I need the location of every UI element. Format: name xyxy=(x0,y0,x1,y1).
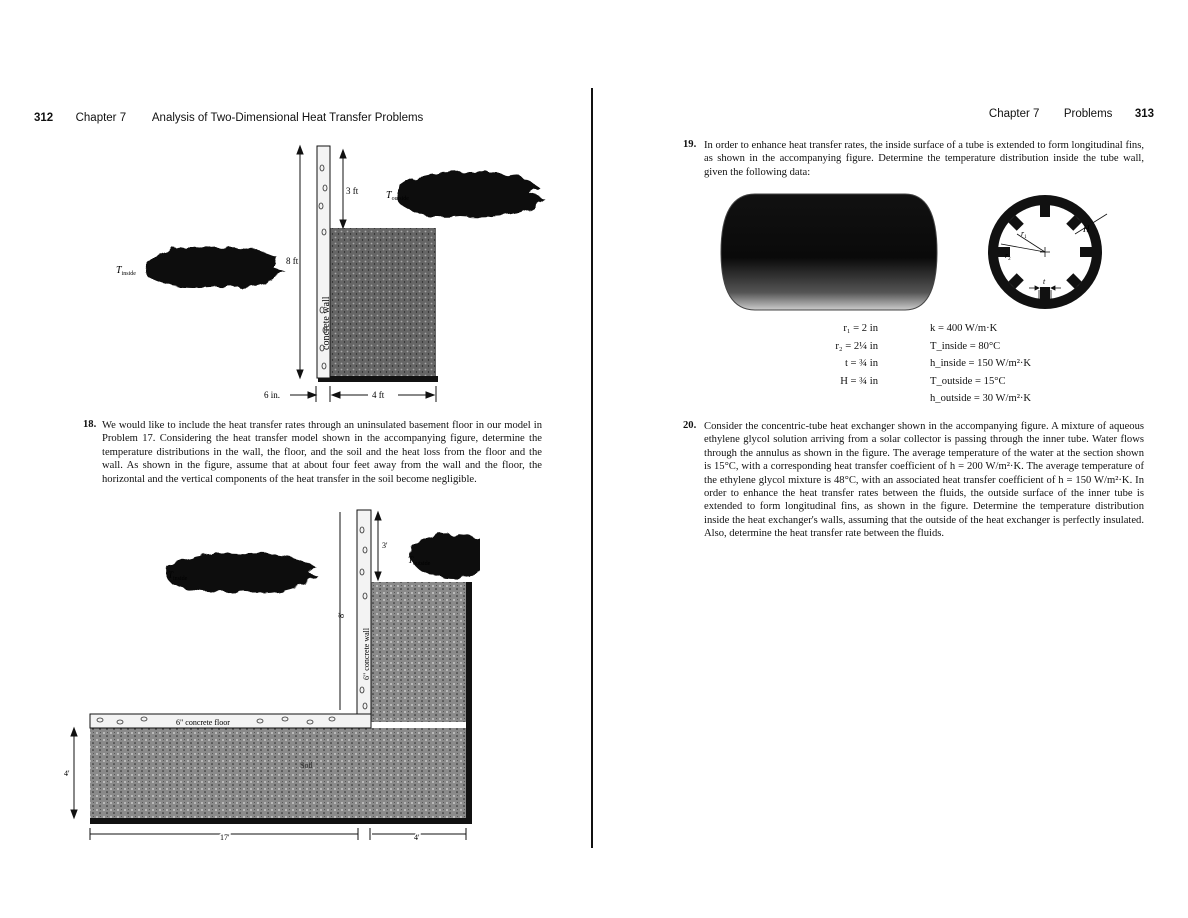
dim-3-label: 3' xyxy=(382,541,388,550)
soil-label: Soil xyxy=(300,761,313,770)
H-label: H xyxy=(1083,224,1090,234)
concrete-wall xyxy=(357,510,371,728)
left-chapter-label: Chapter 7 xyxy=(75,112,127,124)
data-t-inside: T_inside = 80°C xyxy=(930,340,1001,352)
problem-18-text: We would like to include the heat transfer rates through an uninsulated basement floor in our model in Problem 17. Considering the heat transfer model shown in the accompanying figure, determine the temperature distributions in the wall, the floor, and the soil and the heat loss from the floor and the wall. As shown in the figure, assume that at about four feet away from the wall and the floor, the horizontal and the vertical components of the heat transfer in the soil become negligible. xyxy=(102,420,542,485)
data-t-outside: T_outside = 15°C xyxy=(930,375,1006,387)
dim-4-bottom-label: 4' xyxy=(414,833,420,842)
t-outside-symbol: T xyxy=(408,555,414,565)
wall-label: concrete wall xyxy=(321,296,332,350)
right-running-title: Problems xyxy=(1063,108,1113,120)
concrete-floor xyxy=(90,714,371,728)
dim-4ft-label: 4 ft xyxy=(372,390,385,400)
tube-side-view xyxy=(721,194,937,310)
data-h-outside: h_outside = 30 W/m²·K xyxy=(930,393,1032,404)
svg-text:Tinside xyxy=(116,265,136,277)
problem-19-data-table xyxy=(790,320,1080,415)
left-page-number: 312 xyxy=(34,112,54,124)
soil-bottom-region xyxy=(90,728,466,820)
dim-8ft-label: 8 ft xyxy=(286,256,299,266)
data-k: k = 400 W/m·K xyxy=(930,323,998,334)
page-gutter-line xyxy=(591,88,593,848)
t-inside-subscript: inside xyxy=(121,271,136,277)
dim-4-left-label: 4' xyxy=(64,769,70,778)
r2-subscript: 2 xyxy=(1008,257,1011,262)
left-running-header xyxy=(34,112,423,124)
data-H: H = ¾ in xyxy=(840,375,878,387)
r1-symbol: r xyxy=(1021,229,1025,238)
inside-air-cloud xyxy=(166,553,318,593)
outside-air-cloud xyxy=(396,172,544,217)
problem-20-text: Consider the concentric-tube heat exchanger shown in the accompanying figure. A mixture of aqueous ethylene glycol solution arriving from a solar collector is passing through the inner tube. Water flows through the annulus as shown in the figure. The average temperature of the water at the section shown is 15°C, with a corresponding heat transfer coefficient of h = 200 W/m²·K. The average temperature of the ethylene glycol mixture is 48°C, with an associated heat transfer coefficient of h = 150 W/m²·K. In order to enhance the heat transfer rates between the fluids, the outside surface of the inner tube is extended to form longitudinal fins, as shown in the figure. Determine the temperature distribution inside the heat exchanger's walls, assuming that the outside of the heat exchanger is perfectly insulated. Also, determine the heat transfer rate between the fluids. xyxy=(704,421,1144,540)
r2-symbol: r xyxy=(1005,251,1009,260)
right-running-header xyxy=(989,108,1154,120)
floor-label: 6" concrete floor xyxy=(176,718,230,727)
problem-19-text: In order to enhance heat transfer rates, the inside surface of a tube is extended to form longitudinal fins, as shown in the accompanying figure. Determine the temperature distribution inside the tube wall, given the following data: xyxy=(704,140,1144,178)
problem-18-number: 18. xyxy=(83,419,97,430)
inside-air-cloud xyxy=(144,247,286,287)
left-running-title: Analysis of Two-Dimensional Heat Transfer Problems xyxy=(151,112,424,124)
dim-17-label: 17' xyxy=(220,833,230,842)
data-h-inside: h_inside = 150 W/m²·K xyxy=(930,358,1032,369)
t-outside-symbol: T xyxy=(386,190,392,201)
data-r2: r₂ = 2¼ in xyxy=(835,340,878,352)
right-page-number: 313 xyxy=(1134,108,1154,120)
t-outside-subscript: outside xyxy=(413,561,431,567)
dim-6in-label: 6 in. xyxy=(264,390,281,400)
figure-basement-floor xyxy=(60,500,480,845)
t-inside-subscript: inside xyxy=(173,576,188,582)
figure-basement-wall xyxy=(100,140,560,410)
right-chapter-label: Chapter 7 xyxy=(988,108,1040,120)
wall-label: 6" concrete wall xyxy=(362,627,371,680)
t-inside-symbol: T xyxy=(168,570,174,580)
tube-cross-section xyxy=(988,195,1107,309)
figure-finned-tube xyxy=(715,192,1115,322)
t-label: t xyxy=(1043,277,1046,286)
dim-8-label: 8' xyxy=(337,612,346,618)
problem-20-number: 20. xyxy=(683,420,697,431)
t-outside-subscript: outside xyxy=(391,196,409,202)
outside-air-cloud xyxy=(410,534,480,577)
dim-3ft-label: 3 ft xyxy=(346,186,359,196)
r1-subscript: 1 xyxy=(1024,235,1027,240)
soil-region xyxy=(328,228,436,378)
soil-right-region xyxy=(370,582,466,722)
data-t: t = ¾ in xyxy=(844,358,878,369)
problem-19-number: 19. xyxy=(683,139,697,150)
data-r1: r₁ = 2 in xyxy=(843,323,878,334)
t-inside-symbol: T xyxy=(116,265,122,276)
